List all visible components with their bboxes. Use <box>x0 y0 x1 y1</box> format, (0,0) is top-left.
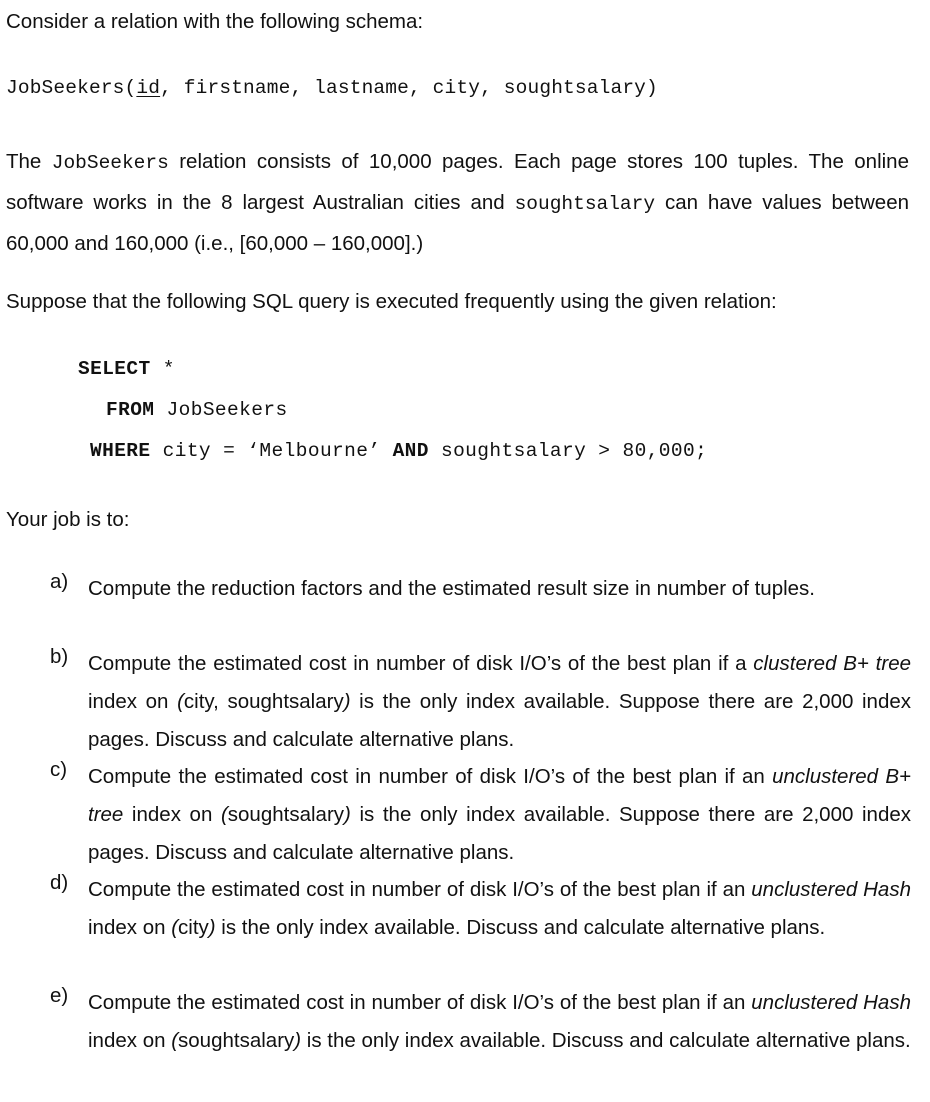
task-text: Compute the estimated cost in number of disk I/O’s of the best plan if an unclustered Hash index on (city) is the only index available. Discuss and calculate alternative plans. <box>88 878 911 939</box>
sql-keyword: WHERE <box>90 440 151 462</box>
task-heading: Your job is to: <box>6 508 130 531</box>
schema-attributes: , firstname, lastname, city, soughtsalary) <box>160 77 658 99</box>
relation-description <box>6 142 909 263</box>
sql-select-line <box>78 358 175 380</box>
intro-text: Consider a relation with the following schema: <box>6 10 424 33</box>
description-text: can have values between 60,000 and 160,000 (i.e., [60,000 – 160,000].) <box>6 191 909 255</box>
attribute-name-code: soughtsalary <box>514 193 656 215</box>
description-text: relation consists of 10,000 pages. Each page stores 100 tuples. The online software works in the 8 largest Australian cities and <box>6 150 909 214</box>
task-letter: e) <box>50 984 69 1007</box>
sql-keyword: AND <box>392 440 429 462</box>
task-letter: a) <box>50 570 69 593</box>
sql-where-line <box>90 440 707 462</box>
sql-text: * <box>150 358 175 380</box>
relation-name-code: JobSeekers <box>51 152 169 174</box>
sql-text: city = ‘Melbourne’ <box>150 440 393 462</box>
sql-from-line <box>106 399 288 421</box>
task-text: Compute the estimated cost in number of disk I/O’s of the best plan if a clustered B+ tree index on (city, soughtsalary) is the only index available. Suppose there are 2,000 index pages. Discuss and calculate alternative plans. <box>88 652 912 751</box>
sql-keyword: SELECT <box>78 358 151 380</box>
schema-relation: JobSeekers( <box>6 77 137 99</box>
task-letter: d) <box>50 871 69 894</box>
schema-definition <box>6 77 658 99</box>
sql-text: soughtsalary > 80,000; <box>428 440 708 462</box>
query-intro: Suppose that the following SQL query is executed frequently using the given relation: <box>6 290 777 313</box>
task-text: Compute the estimated cost in number of disk I/O’s of the best plan if an unclustered B+ tree index on (soughtsalary) is the only index available. Suppose there are 2,000 index pages. Discuss and calculate alternative plans. <box>88 765 911 864</box>
task-letter: b) <box>50 645 69 668</box>
sql-text: JobSeekers <box>154 399 288 421</box>
task-text: Compute the reduction factors and the estimated result size in number of tuples. <box>88 577 815 600</box>
description-text: The <box>6 150 52 173</box>
schema-primary-key: id <box>136 77 161 99</box>
task-letter: c) <box>50 758 68 781</box>
task-text: Compute the estimated cost in number of disk I/O’s of the best plan if an unclustered Hash index on (soughtsalary) is the only index available. Discuss and calculate alternative plans. <box>88 991 911 1052</box>
sql-keyword: FROM <box>106 399 155 421</box>
